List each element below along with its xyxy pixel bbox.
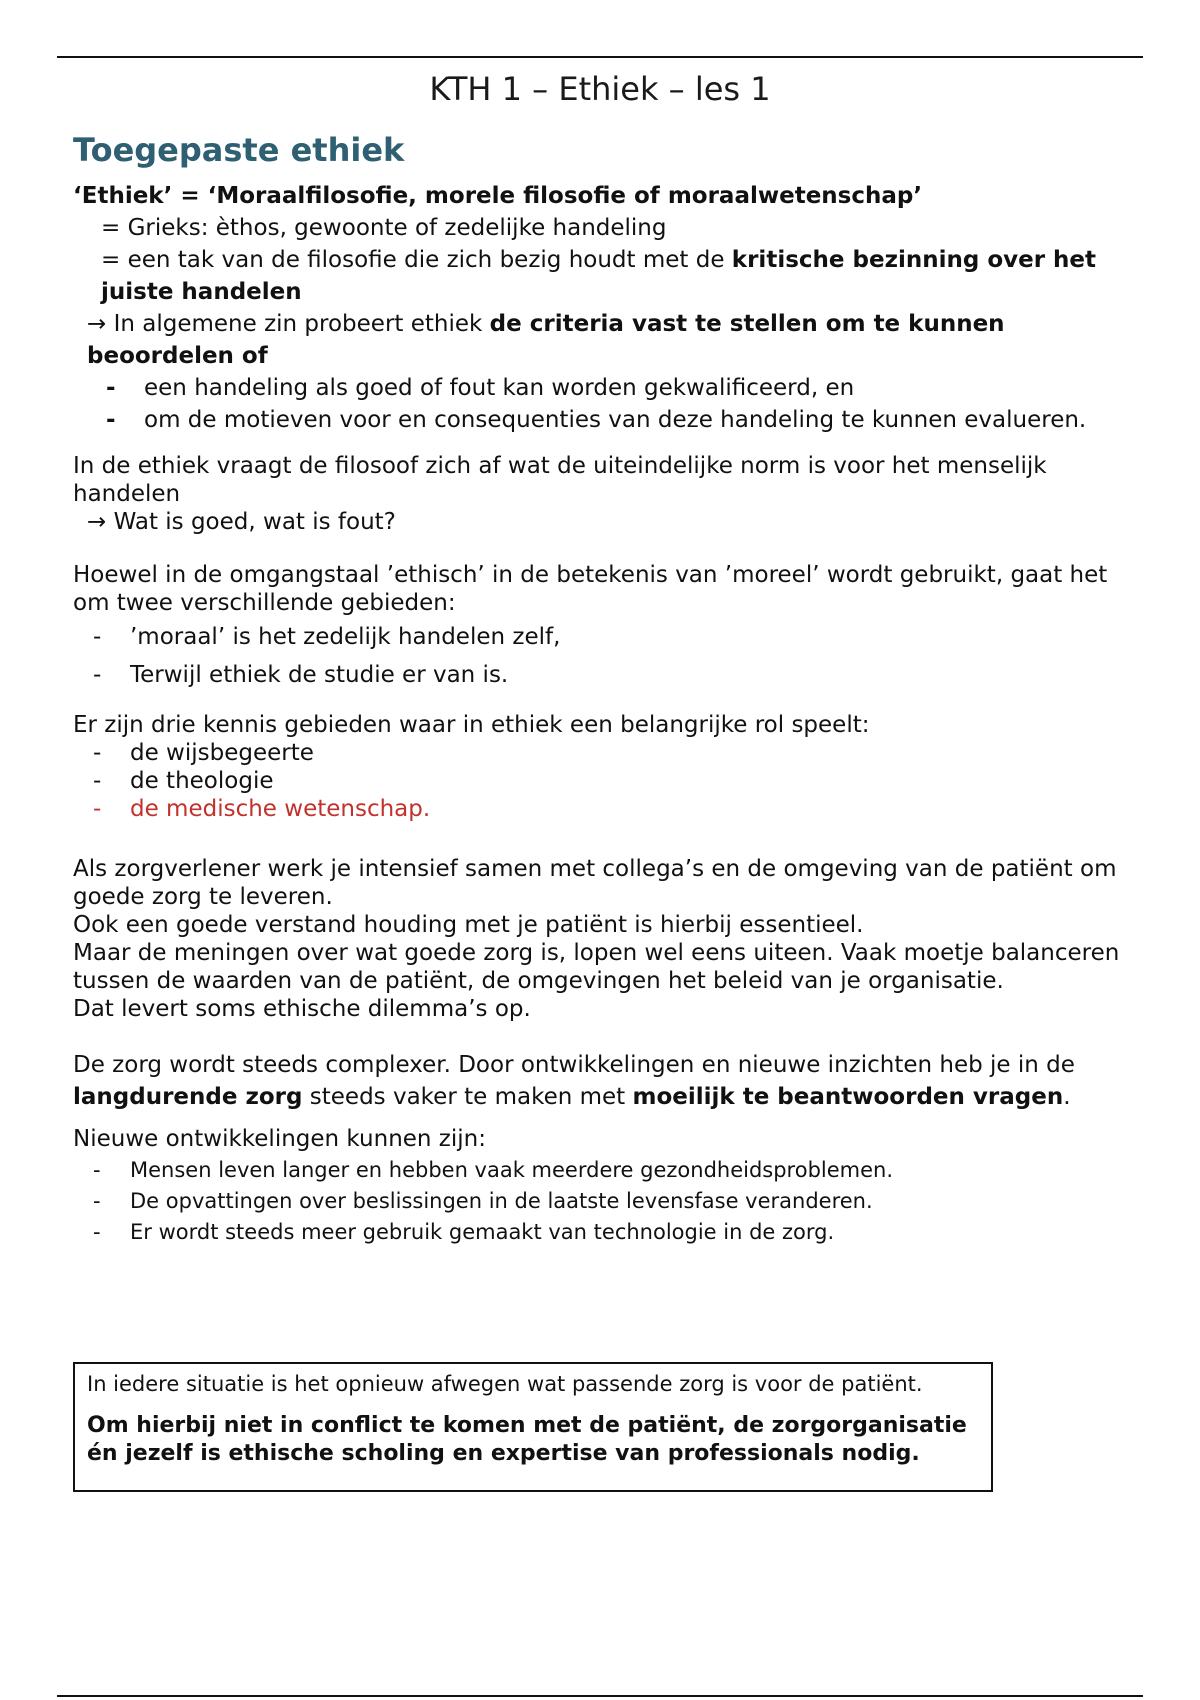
moral-paragraph: Hoewel in de omgangstaal ’ethisch’ in de betekenis van ’moreel’ wordt gebruikt, gaat het om twee verschillende gebieden: [73,562,1108,616]
definition-greek: = Grieks: èthos, gewoonte of zedelijke handeling [101,215,667,241]
callout-bold-text: Om hierbij niet in conflict te komen met de patiënt, de zorgorganisatie én jezelf is ethische scholing en expertise van professionals nodig. [87,1413,967,1466]
list-item: - de theologie [93,768,274,794]
criteria-bold-text: de criteria vast te stellen om te kunnen beoordelen of [87,311,1005,369]
list-item: - Mensen leven langer en hebben vaak meerdere gezondheidsproblemen. [93,1158,894,1182]
care-line-4: Dat levert soms ethische dilemma’s op. [73,996,531,1022]
definition-criteria [73,308,1133,372]
care-line-1: Als zorgverlener werk je intensief samen met collega’s en de omgeving van de patiënt om goede zorg te leveren. [73,856,1117,910]
list-item: - De opvattingen over beslissingen in de laatste levensfase veranderen. [93,1189,873,1213]
callout-box [73,1362,993,1492]
document-body [73,130,1133,1248]
criteria-text: → In algemene zin probeert ethiek [87,311,490,337]
branch-text: = een tak van de filosofie die zich bezig houdt met de [101,247,732,273]
developments-list [73,1155,1133,1248]
fields-list [73,739,1133,823]
definition-branch [73,244,1133,308]
top-rule [57,56,1143,58]
norm-question: → Wat is goed, wat is fout? [87,509,396,535]
list-item: - om de motieven voor en consequenties van deze handeling te kunnen evalueren. [106,407,1087,433]
list-item: - ’moraal’ is het zedelijk handelen zelf, [93,624,561,650]
list-item-highlight: - de medische wetenschap. [93,796,431,822]
branch-bold-text: kritische bezinning over het juiste handelen [101,247,1097,305]
moral-list [73,623,1133,689]
bottom-rule [57,1695,1143,1697]
care-line-3: Maar de meningen over wat goede zorg is, lopen wel eens uiteen. Vaak moetje balanceren tussen de waarden van de patiënt, de omgevingen het beleid van je organisatie. [73,940,1120,994]
list-item: - de wijsbegeerte [93,740,314,766]
criteria-list [73,372,1133,436]
fields-intro: Er zijn drie kennis gebieden waar in ethiek een belangrijke rol speelt: [73,712,870,738]
complex-bold-2: moeilijk te beantwoorden vragen [632,1084,1064,1110]
list-item: - Terwijl ethiek de studie er van is. [93,662,509,688]
developments-intro: Nieuwe ontwikkelingen kunnen zijn: [73,1126,486,1152]
complex-paragraph: De zorg wordt steeds complexer. Door ontwikkelingen en nieuwe inzichten heb je in de langdurende zorg steeds vaker te maken met moeilijk te beantwoorden vragen. [73,1052,1075,1110]
list-item: - Er wordt steeds meer gebruik gemaakt van technologie in de zorg. [93,1220,835,1244]
list-item: - een handeling als goed of fout kan worden gekwalificeerd, en [106,375,855,401]
care-line-2: Ook een goede verstand houding met je patiënt is hierbij essentieel. [73,912,864,938]
document-title: KTH 1 – Ethiek – les 1 [429,70,771,108]
norm-paragraph: In de ethiek vraagt de filosoof zich af wat de uiteindelijke norm is voor het menselijk handelen [73,453,1047,507]
callout-line: In iedere situatie is het opnieuw afwegen wat passende zorg is voor de patiënt. [87,1372,923,1396]
definition-title: ‘Ethiek’ = ‘Moraalfilosofie, morele filosofie of moraalwetenschap’ [73,183,923,209]
section-heading: Toegepaste ethiek [73,131,405,169]
complex-bold-1: langdurende zorg [73,1084,303,1110]
